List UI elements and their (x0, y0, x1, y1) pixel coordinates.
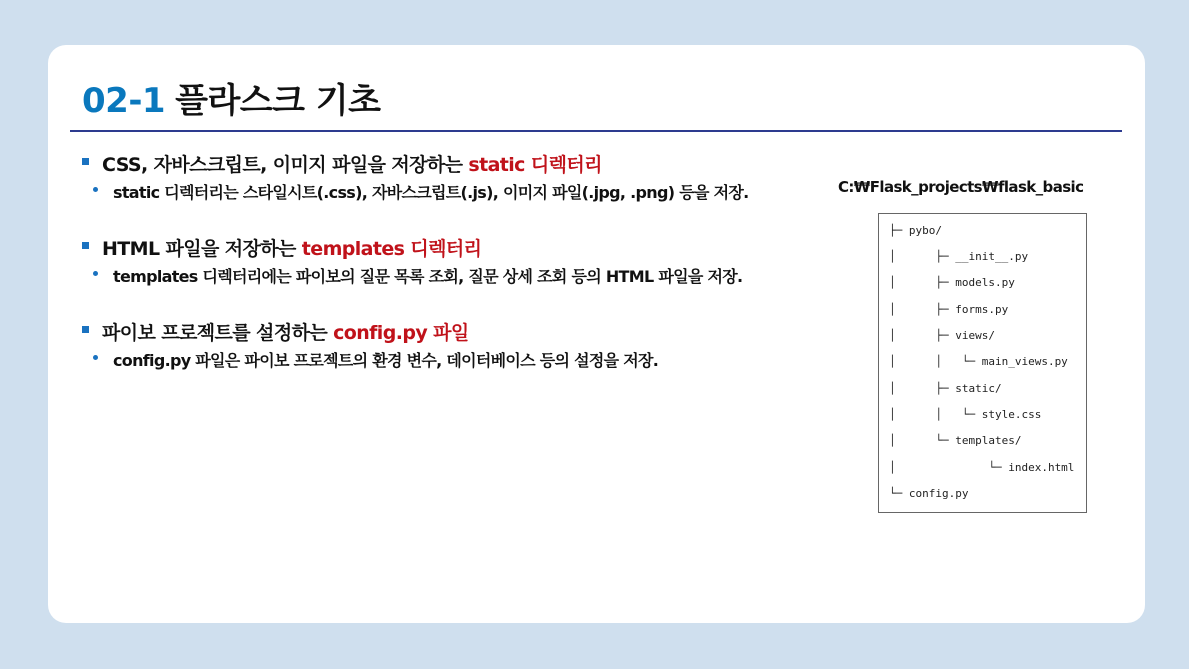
bullet-list (82, 150, 822, 402)
sub-bullet (113, 264, 742, 287)
tree-line: │ ├─ views/ (889, 329, 995, 342)
bullet-text: CSS, 자바스크립트, 이미지 파일을 저장하는 (102, 154, 463, 176)
tree-line: └─ config.py (889, 487, 969, 500)
title-number: 02-1 (82, 81, 166, 121)
slide-card (48, 45, 1145, 623)
tree-line: │ ├─ models.py (889, 276, 1015, 289)
sub-bullet-text: static 디렉터리는 스타일시트(.css), 자바스크립트(.js), 이미지 파일(.jpg, .png) 등을 저장. (113, 183, 749, 202)
tree-line: │ │ └─ style.css (889, 408, 1042, 421)
tree-line: │ │ └─ main_views.py (889, 355, 1068, 368)
sub-bullet-text: templates 디렉터리에는 파이보의 질문 목록 조회, 질문 상세 조회 등의 HTML 파일을 저장. (113, 267, 743, 286)
tree-line: │ ├─ __init__.py (889, 250, 1029, 263)
directory-tree (878, 213, 1087, 513)
bullet-heading (82, 234, 822, 261)
title-divider (70, 130, 1122, 132)
slide-title (82, 73, 381, 122)
tree-line: │ └─ templates/ (889, 434, 1022, 447)
sub-bullet-text: config.py 파일은 파이보 프로젝트의 환경 변수, 데이터베이스 등의 설정을 저장. (113, 351, 659, 370)
bullet-highlight: static 디렉터리 (468, 154, 602, 176)
sub-bullet (113, 348, 658, 371)
tree-line: │ ├─ forms.py (889, 303, 1009, 316)
bullet-item (82, 234, 822, 286)
bullet-text: 파이보 프로젝트를 설정하는 (102, 322, 328, 344)
bullet-highlight: templates 디렉터리 (301, 238, 482, 260)
bullet-heading (82, 318, 822, 345)
bullet-item (82, 318, 822, 370)
title-text: 플라스크 기초 (175, 81, 381, 121)
sub-bullet (113, 180, 748, 203)
square-bullet-icon (82, 242, 89, 249)
bullet-heading (82, 150, 822, 177)
bullet-highlight: config.py 파일 (333, 322, 469, 344)
tree-line: │ └─ index.html (889, 461, 1075, 474)
tree-line: ├─ pybo/ (889, 224, 942, 237)
square-bullet-icon (82, 158, 89, 165)
project-path: C:₩Flask_projects₩flask_basic (838, 178, 1084, 196)
tree-line: │ ├─ static/ (889, 382, 1002, 395)
dot-bullet-icon (93, 355, 98, 360)
dot-bullet-icon (93, 187, 98, 192)
bullet-text: HTML 파일을 저장하는 (102, 238, 296, 260)
square-bullet-icon (82, 326, 89, 333)
dot-bullet-icon (93, 271, 98, 276)
bullet-item (82, 150, 822, 202)
